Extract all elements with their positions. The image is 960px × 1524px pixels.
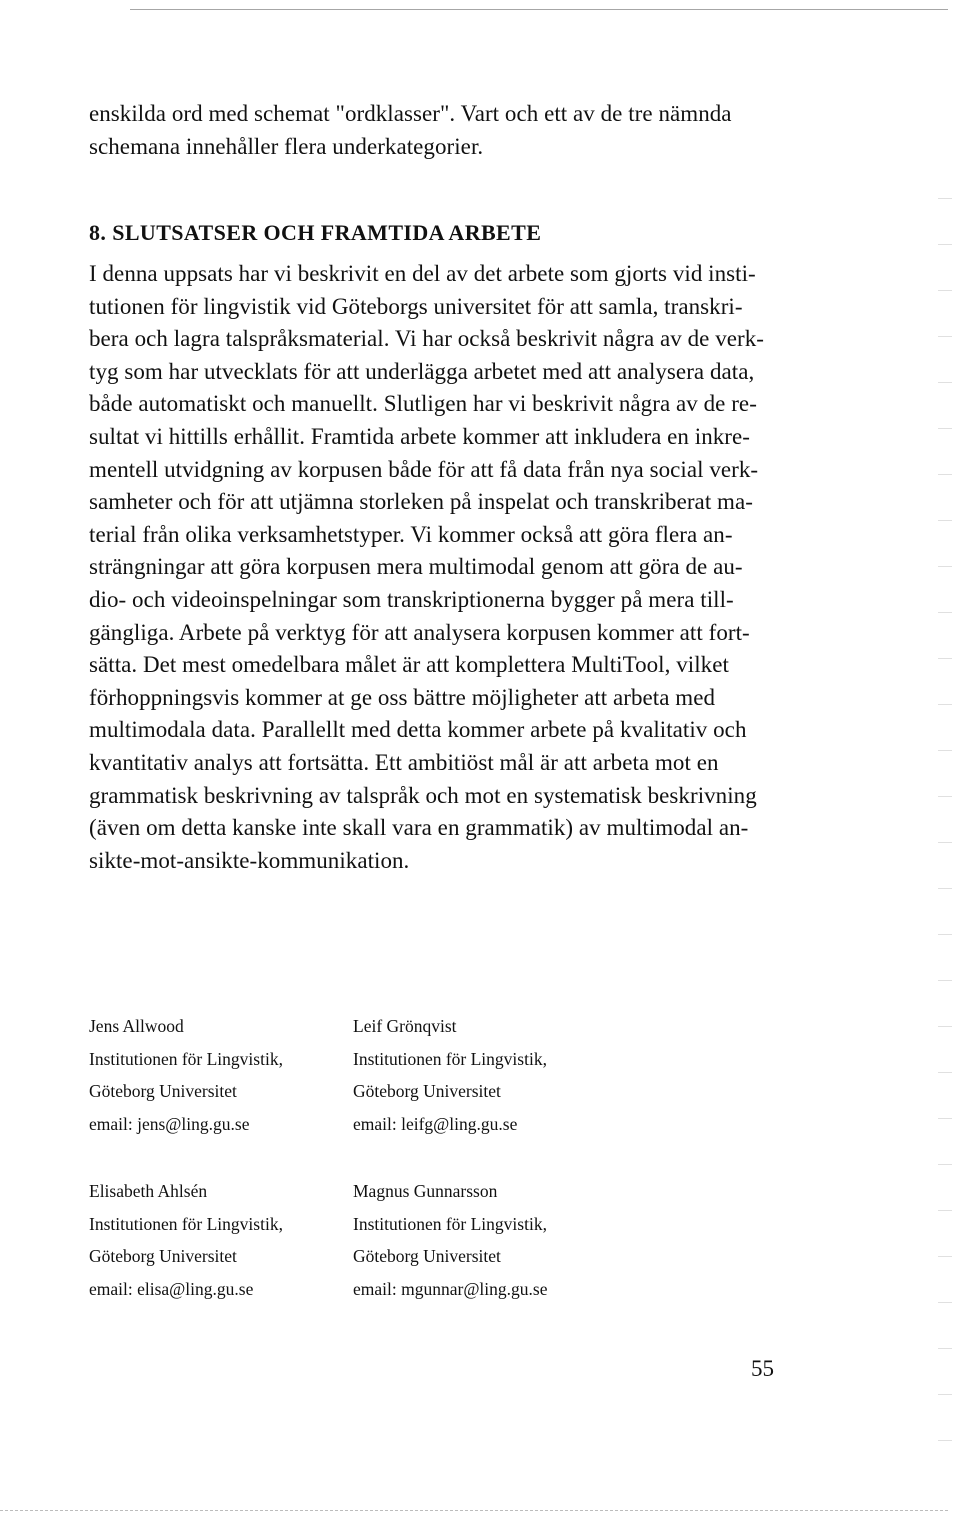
body-line-14: förhoppningsvis kommer at ge oss bättre möjligheter att arbeta med: [89, 684, 716, 710]
author-university: Göteborg Universitet: [89, 1081, 237, 1102]
top-scan-rule: [130, 9, 948, 10]
author-name: Jens Allwood: [89, 1016, 184, 1036]
author-name: Leif Grönqvist: [353, 1016, 457, 1036]
body-line-4: tyg som har utvecklats för att underlägga arbetet med att analysera data,: [89, 358, 755, 384]
author-institution: Institutionen för Lingvistik,: [89, 1048, 283, 1069]
intro-paragraph: [89, 98, 789, 163]
intro-line-2: schemana innehåller flera underkategorier.: [89, 133, 484, 159]
author-email: email: jens@ling.gu.se: [89, 1114, 250, 1135]
body-line-8: samheter och för att utjämna storleken på inspelat och transkriberat ma-: [89, 489, 753, 515]
body-line-18: (även om detta kanske inte skall vara en grammatik) av multimodal an-: [89, 815, 749, 841]
conclusion-paragraph: [89, 258, 789, 877]
body-line-1: I denna uppsats har vi beskrivit en del av det arbete som gjorts vid insti-: [89, 261, 756, 286]
author-university: Göteborg Universitet: [353, 1246, 501, 1267]
body-line-3: bera och lagra talspråksmaterial. Vi har också beskrivit några av de verk-: [89, 326, 765, 352]
author-university: Göteborg Universitet: [89, 1246, 237, 1267]
author-email: email: leifg@ling.gu.se: [353, 1114, 518, 1135]
author-institution: Institutionen för Lingvistik,: [353, 1213, 547, 1234]
author-university: Göteborg Universitet: [353, 1081, 501, 1102]
intro-line-1: enskilda ord med schemat "ordklasser". Vart och ett av de tre nämnda: [89, 101, 732, 126]
author-contact-grid: [89, 1010, 609, 1300]
author-email: email: elisa@ling.gu.se: [89, 1279, 254, 1300]
author-institution: Institutionen för Lingvistik,: [89, 1213, 283, 1234]
body-line-15: multimodala data. Parallellt med detta kommer arbete på kvalitativ och: [89, 717, 747, 743]
page-number: 55: [751, 1356, 774, 1381]
body-line-11: dio- och videoinspelningar som transkriptionerna bygger på mera till-: [89, 586, 734, 612]
author-card-elisabeth-ahlsen: [89, 1175, 283, 1306]
author-card-leif-gronqvist: [353, 1010, 547, 1141]
body-line-19: sikte-mot-ansikte-kommunikation.: [89, 847, 410, 873]
body-line-9: terial från olika verksamhetstyper. Vi kommer också att göra flera an-: [89, 521, 733, 547]
body-line-5: både automatiskt och manuellt. Slutligen har vi beskrivit några av de re-: [89, 391, 757, 417]
author-name: Elisabeth Ahlsén: [89, 1181, 208, 1201]
body-line-6: sultat vi hittills erhållit. Framtida arbete kommer att inkludera en inkre-: [89, 423, 750, 449]
bottom-scan-rule: [0, 1510, 948, 1511]
body-line-7: mentell utvidgning av korpusen både för att få data från nya social verk-: [89, 456, 759, 482]
section-heading: 8. SLUTSATSER OCH FRAMTIDA ARBETE: [89, 220, 542, 245]
body-line-10: strängningar att göra korpusen mera multimodal genom att göra de au-: [89, 554, 743, 580]
body-line-17: grammatisk beskrivning av talspråk och mot en systematisk beskrivning: [89, 782, 757, 808]
body-line-13: sätta. Det mest omedelbara målet är att komplettera MultiTool, vilket: [89, 652, 729, 678]
author-card-magnus-gunnarsson: [353, 1175, 547, 1306]
author-name: Magnus Gunnarsson: [353, 1181, 498, 1201]
body-line-16: kvantitativ analys att fortsätta. Ett ambitiöst mål är att arbeta mot en: [89, 749, 719, 775]
author-email: email: mgunnar@ling.gu.se: [353, 1279, 548, 1300]
body-line-12: gängliga. Arbete på verktyg för att analysera korpusen kommer att fort-: [89, 619, 750, 645]
author-card-jens-allwood: [89, 1010, 283, 1141]
author-institution: Institutionen för Lingvistik,: [353, 1048, 547, 1069]
body-line-2: tutionen för lingvistik vid Göteborgs universitet för att samla, transkri-: [89, 293, 743, 319]
right-scan-edge-marks: [938, 180, 952, 1460]
